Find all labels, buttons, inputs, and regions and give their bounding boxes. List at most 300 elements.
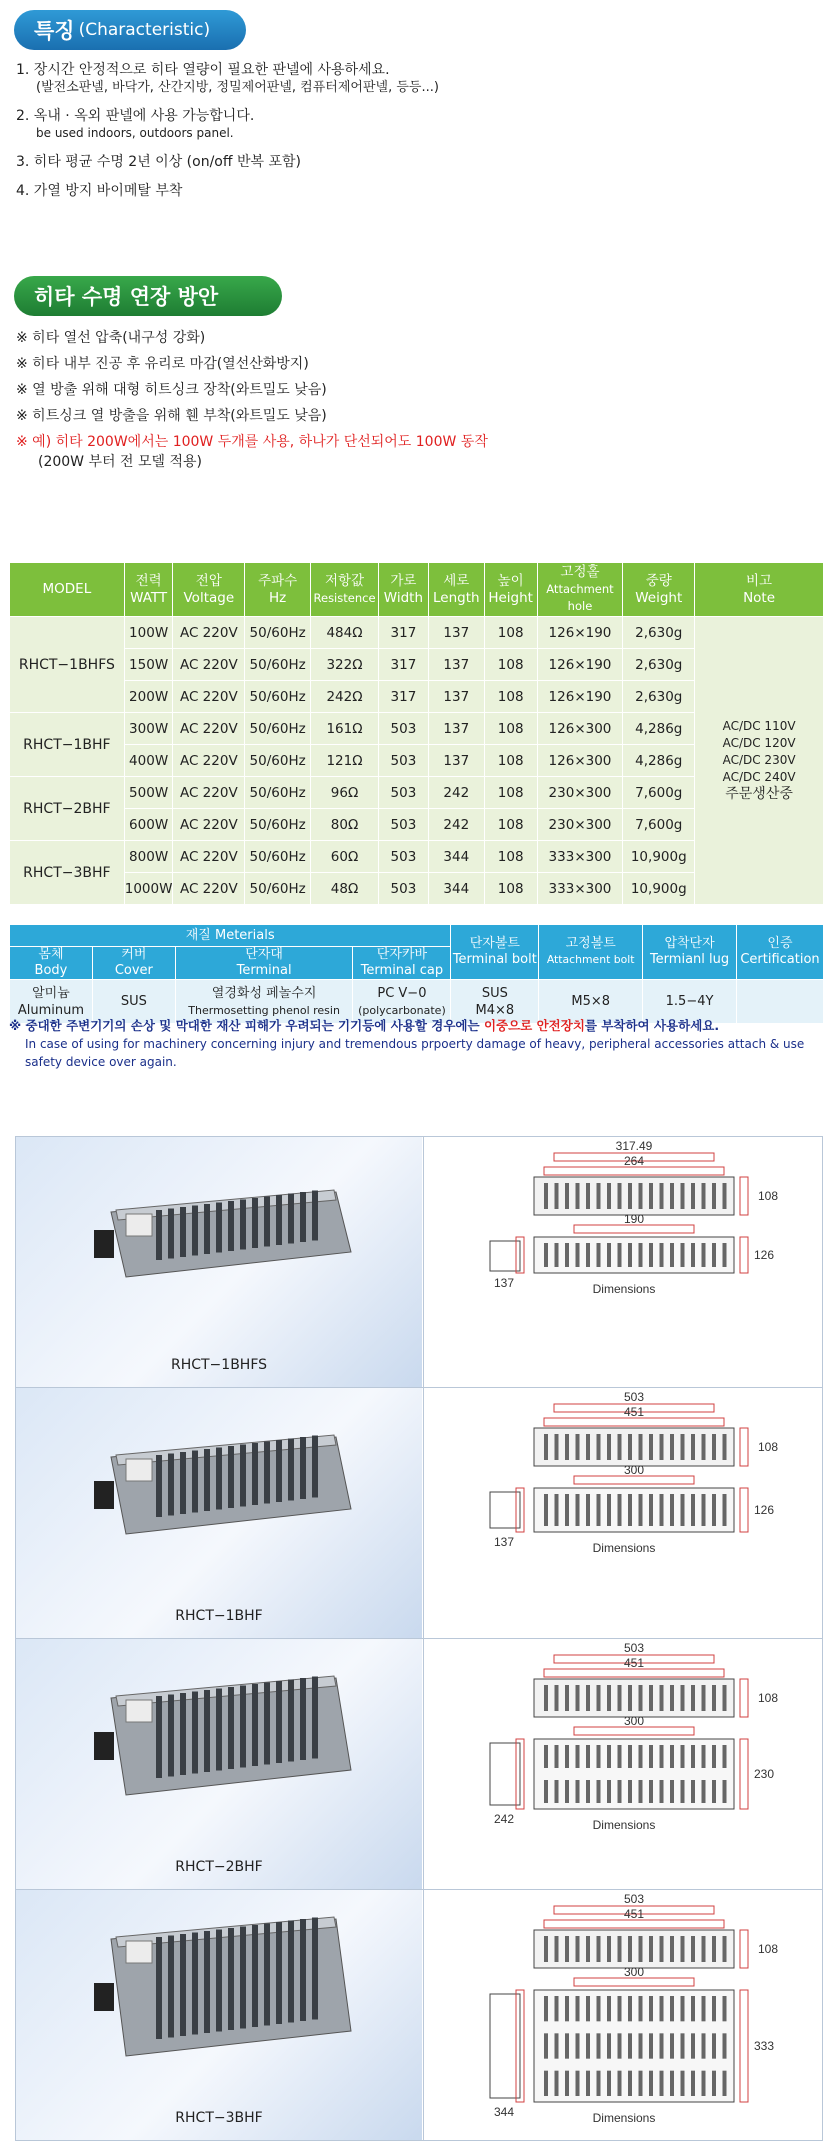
heater-vent-slot: [240, 1686, 246, 1768]
height-label: 108: [757, 1189, 779, 1203]
top-view-slot: [544, 1936, 548, 1962]
top-view-slot: [681, 1936, 685, 1962]
front-view-slot: [607, 1243, 611, 1267]
header-resistance: 저항값 Resistence: [311, 563, 379, 617]
top-view-slot: [649, 1183, 653, 1209]
height-dim: [740, 1930, 748, 1968]
front-view-slot: [639, 1780, 643, 1803]
heater-vent-slot: [216, 1448, 222, 1510]
heater-vent-slot: [228, 1446, 234, 1508]
top-view-slot: [702, 1434, 706, 1460]
heater-vent-slot: [276, 1922, 282, 2024]
life-item: ※ 히타 내부 진공 후 유리로 마감(열선산화방지): [16, 356, 309, 372]
inner-width-dim: [544, 1920, 724, 1928]
table-row: RHCT−2BHF 500W AC 220V 50/60Hz 96Ω 503 242 108 230×300 7,600g: [10, 777, 824, 809]
char-item-3: 3. 히타 평균 수명 2년 이상 (on/off 반복 포함): [16, 154, 301, 170]
heater-vent-slot: [288, 1680, 294, 1762]
front-view-slot: [586, 1780, 590, 1803]
front-view-slot: [607, 2033, 611, 2058]
front-view-slot: [555, 1243, 559, 1267]
dimensions-label: Dimensions: [592, 2111, 656, 2125]
warning-notice: [9, 1016, 824, 1071]
table-row: 1000W AC 220V 50/60Hz 48Ω 503 344 108 333×300 10,900g: [10, 873, 824, 905]
total-width-label: 503: [623, 1390, 645, 1404]
side-label: 242: [493, 1812, 515, 1826]
dimensions-label: Dimensions: [592, 1282, 656, 1296]
top-view-slot: [681, 1183, 685, 1209]
top-view-slot: [565, 1183, 569, 1209]
front-view-slot: [544, 1243, 548, 1267]
heater-vent-slot: [228, 1687, 234, 1769]
life-item: ※ 열 방출 위해 대형 히트싱크 장착(와트밀도 낮음): [16, 382, 327, 398]
top-view-slot: [723, 1183, 727, 1209]
header-certification: 인증 Certification: [736, 925, 823, 980]
front-view-slot: [607, 1494, 611, 1526]
top-view-slot: [586, 1183, 590, 1209]
heater-vent-slot: [228, 1928, 234, 2030]
front-view-slot: [597, 2071, 601, 2096]
front-view-slot: [712, 2071, 716, 2096]
depth-label: 333: [753, 2039, 775, 2053]
top-view-slot: [565, 1936, 569, 1962]
dimensions-label: Dimensions: [592, 1818, 656, 1832]
front-view-slot: [649, 1745, 653, 1768]
front-view-slot: [628, 1996, 632, 2021]
heater-vent-slot: [204, 1449, 210, 1511]
front-view-slot: [565, 1745, 569, 1768]
hole-dim: [574, 1225, 694, 1233]
dimension-drawing: [423, 1890, 822, 2140]
top-view-slot: [639, 1685, 643, 1711]
front-view-slot: [618, 1996, 622, 2021]
top-view-slot: [702, 1685, 706, 1711]
front-view-slot: [660, 2033, 664, 2058]
dimension-drawing: [423, 1137, 822, 1387]
front-view-slot: [723, 2071, 727, 2096]
top-view-slot: [691, 1685, 695, 1711]
front-view-slot: [555, 1996, 559, 2021]
top-view-slot: [670, 1936, 674, 1962]
front-view-slot: [586, 1996, 590, 2021]
front-view-slot: [702, 1243, 706, 1267]
inner-width-dim: [544, 1669, 724, 1677]
height-dim: [740, 1679, 748, 1717]
header-cover: 커버 Cover: [92, 947, 175, 980]
front-view-slot: [712, 1745, 716, 1768]
front-view-slot: [660, 1996, 664, 2021]
front-view-slot: [618, 1494, 622, 1526]
front-view-slot: [628, 1494, 632, 1526]
heater-vent-slot: [312, 1918, 318, 2020]
front-view-slot: [649, 1996, 653, 2021]
heater-vent-slot: [156, 1210, 162, 1260]
top-view-slot: [555, 1936, 559, 1962]
front-view-slot: [702, 2033, 706, 2058]
depth-dim: [740, 1488, 748, 1532]
front-view-slot: [691, 1243, 695, 1267]
heater-vent-slot: [240, 1927, 246, 2029]
top-view-slot: [555, 1434, 559, 1460]
hole-dim: [574, 1978, 694, 1986]
front-view-slot: [691, 2071, 695, 2096]
heater-vent-slot: [288, 1921, 294, 2023]
heater-vent-slot: [252, 1925, 258, 2027]
front-view-slot: [681, 1243, 685, 1267]
front-view-slot: [544, 1494, 548, 1526]
heater-vent-slot: [192, 1933, 198, 2035]
header-terminal: 단자대 Terminal: [175, 947, 353, 980]
top-view-slot: [702, 1183, 706, 1209]
char-item-2: 2. 옥내 · 옥외 판넬에 사용 가능합니다. be used indoors, outdoors panel.: [16, 108, 255, 140]
life-item: ※ 히타 열선 압축(내구성 강화): [16, 330, 206, 346]
material-table: [9, 924, 824, 1024]
front-view-slot: [691, 2033, 695, 2058]
side-label: 137: [493, 1276, 515, 1290]
top-view-slot: [649, 1685, 653, 1711]
top-view-slot: [565, 1685, 569, 1711]
heater-vent-slot: [180, 1693, 186, 1775]
front-view-slot: [649, 1494, 653, 1526]
top-view-slot: [723, 1434, 727, 1460]
top-view-slot: [691, 1434, 695, 1460]
front-view-slot: [681, 1745, 685, 1768]
top-view-slot: [628, 1936, 632, 1962]
top-view-slot: [639, 1434, 643, 1460]
model-cell: RHCT−1BHFS: [10, 617, 125, 713]
top-view-slot: [597, 1685, 601, 1711]
product-model-caption: RHCT−1BHF: [175, 1608, 263, 1624]
inner-width-label: 451: [623, 1405, 645, 1419]
note-cell: AC/DC 110V AC/DC 120V AC/DC 230V AC/DC 240V 주문생산중: [695, 617, 824, 905]
top-view-slot: [607, 1685, 611, 1711]
top-view-slot: [597, 1183, 601, 1209]
heater-terminal-block: [94, 1481, 114, 1509]
top-view-slot: [586, 1685, 590, 1711]
front-view-slot: [691, 1996, 695, 2021]
header-watt: 전력 WATT: [124, 563, 173, 617]
total-width-label: 317.49: [615, 1139, 653, 1153]
top-view-slot: [723, 1685, 727, 1711]
front-view-slot: [670, 1745, 674, 1768]
front-view-slot: [649, 1780, 653, 1803]
front-view-slot: [628, 2033, 632, 2058]
height-dim: [740, 1177, 748, 1215]
top-view-slot: [576, 1183, 580, 1209]
top-view-slot: [712, 1434, 716, 1460]
heater-vent-slot: [192, 1206, 198, 1256]
hole-label: 190: [623, 1212, 645, 1226]
front-view-slot: [660, 1780, 664, 1803]
heater-vent-slot: [264, 1683, 270, 1765]
product-photo: [16, 1639, 422, 1889]
heater-vent-slot: [180, 1934, 186, 2036]
heater-terminal-block: [94, 1732, 114, 1760]
top-view-slot: [681, 1685, 685, 1711]
top-view-slot: [691, 1936, 695, 1962]
warning-en: In case of using for machinery concerning injury and tremendous prpoerty damage of heavy, peripheral accessories attach & use safety device over again.: [25, 1037, 805, 1069]
table-row: 400W AC 220V 50/60Hz 121Ω 503 137 108 126×300 4,286g: [10, 745, 824, 777]
front-view-slot: [681, 1780, 685, 1803]
top-view-slot: [544, 1434, 548, 1460]
heater-vent-slot: [180, 1207, 186, 1257]
top-view-slot: [607, 1936, 611, 1962]
top-view-slot: [628, 1685, 632, 1711]
side-label: 137: [493, 1535, 515, 1549]
front-view-slot: [723, 1996, 727, 2021]
dimensions-label: Dimensions: [592, 1541, 656, 1555]
top-view-slot: [702, 1936, 706, 1962]
product-model-caption: RHCT−1BHFS: [170, 1357, 268, 1373]
front-view-slot: [597, 1243, 601, 1267]
front-view-slot: [660, 1243, 664, 1267]
front-view-slot: [670, 2033, 674, 2058]
front-view-slot: [639, 1996, 643, 2021]
front-view-slot: [670, 1494, 674, 1526]
heater-vent-slot: [204, 1204, 210, 1254]
table-row: 200W AC 220V 50/60Hz 242Ω 317 137 108 126×190 2,630g: [10, 681, 824, 713]
header-hz: 주파수 Hz: [245, 563, 311, 617]
header-weight: 중량 Weight: [623, 563, 695, 617]
heater-vent-slot: [312, 1677, 318, 1759]
top-view-slot: [660, 1434, 664, 1460]
front-view-slot: [597, 1494, 601, 1526]
heater-vent-slot: [252, 1684, 258, 1766]
header-hole: 고정홀 Attachment hole: [537, 563, 623, 617]
dimension-drawing: [423, 1639, 822, 1889]
front-view-slot: [649, 2071, 653, 2096]
heater-label-plate: [126, 1459, 152, 1481]
front-view-slot: [639, 2033, 643, 2058]
top-view-slot: [670, 1685, 674, 1711]
front-view-slot: [702, 2071, 706, 2096]
front-view-slot: [723, 1745, 727, 1768]
inner-width-dim: [544, 1167, 724, 1175]
top-view-slot: [670, 1183, 674, 1209]
product-model-caption: RHCT−3BHF: [175, 2110, 263, 2126]
front-view-slot: [681, 2071, 685, 2096]
top-view-slot: [618, 1183, 622, 1209]
inner-width-label: 451: [623, 1907, 645, 1921]
header-terminal-cap: 단자카바 Terminal cap: [353, 947, 451, 980]
heater-vent-slot: [276, 1195, 282, 1245]
top-view-slot: [660, 1183, 664, 1209]
top-view-slot: [555, 1685, 559, 1711]
heater-vent-slot: [216, 1203, 222, 1253]
top-view-slot: [565, 1434, 569, 1460]
front-view-slot: [618, 1745, 622, 1768]
drawing-row: [15, 1889, 823, 2141]
front-view-slot: [555, 1745, 559, 1768]
heater-vent-slot: [252, 1198, 258, 1248]
product-model-caption: RHCT−2BHF: [175, 1859, 263, 1875]
spec-header-row: [10, 563, 824, 617]
model-cell: RHCT−3BHF: [10, 841, 125, 905]
model-cell: RHCT−2BHF: [10, 777, 125, 841]
heater-vent-slot: [312, 1191, 318, 1241]
top-view-slot: [586, 1434, 590, 1460]
front-view-slot: [576, 1494, 580, 1526]
front-view-slot: [702, 1494, 706, 1526]
heater-vent-slot: [204, 1690, 210, 1772]
life-item: ※ 히트싱크 열 방출을 위해 휀 부착(와트밀도 낮음): [16, 408, 327, 424]
front-view-slot: [681, 1996, 685, 2021]
total-width-label: 503: [623, 1892, 645, 1906]
height-label: 108: [757, 1691, 779, 1705]
front-view-slot: [607, 1780, 611, 1803]
front-view-slot: [555, 1494, 559, 1526]
hole-label: 300: [623, 1463, 645, 1477]
front-view-slot: [628, 2071, 632, 2096]
spec-table: [9, 562, 824, 905]
heater-vent-slot: [192, 1692, 198, 1774]
warning-ko: ※ 중대한 주변기기의 손상 및 막대한 재산 피해가 우려되는 기기등에 사용할 경우에는 이중으로 안전장치를 부착하여 사용하세요.: [9, 1018, 720, 1033]
top-view-slot: [639, 1183, 643, 1209]
depth-label: 230: [753, 1767, 775, 1781]
front-view-slot: [544, 1996, 548, 2021]
front-view-slot: [712, 1243, 716, 1267]
front-view-slot: [628, 1745, 632, 1768]
drawing-row: [15, 1136, 823, 1388]
front-view-slot: [628, 1780, 632, 1803]
front-view-slot: [607, 1996, 611, 2021]
front-view-slot: [723, 2033, 727, 2058]
table-row: RHCT−1BHF 300W AC 220V 50/60Hz 161Ω 503 137 108 126×300 4,286g: [10, 713, 824, 745]
height-dim: [740, 1428, 748, 1466]
top-view-slot: [597, 1936, 601, 1962]
heater-vent-slot: [288, 1194, 294, 1244]
side-label: 344: [493, 2105, 515, 2119]
front-view-slot: [691, 1494, 695, 1526]
front-view-slot: [576, 2071, 580, 2096]
heater-terminal-block: [94, 1983, 114, 2011]
front-view-slot: [691, 1780, 695, 1803]
heater-vent-slot: [168, 1936, 174, 2038]
front-view-slot: [555, 2033, 559, 2058]
heater-vent-slot: [240, 1200, 246, 1250]
front-view-slot: [618, 2071, 622, 2096]
front-view-slot: [576, 2033, 580, 2058]
heater-vent-slot: [300, 1437, 306, 1499]
heater-terminal-block: [94, 1230, 114, 1258]
front-view-slot: [723, 1494, 727, 1526]
front-view-slot: [670, 2071, 674, 2096]
depth-label: 126: [753, 1248, 775, 1262]
top-view-slot: [597, 1434, 601, 1460]
inner-width-label: 264: [623, 1154, 645, 1168]
product-photo: [16, 1890, 422, 2140]
heater-label-plate: [126, 1941, 152, 1963]
top-view-slot: [586, 1936, 590, 1962]
heater-vent-slot: [276, 1440, 282, 1502]
front-view-slot: [565, 2071, 569, 2096]
front-view-slot: [712, 2033, 716, 2058]
front-view-slot: [723, 1780, 727, 1803]
hole-label: 300: [623, 1714, 645, 1728]
header-voltage: 전압 Voltage: [173, 563, 245, 617]
heater-vent-slot: [204, 1931, 210, 2033]
front-view-slot: [702, 1996, 706, 2021]
top-view-slot: [576, 1685, 580, 1711]
top-view-slot: [649, 1936, 653, 1962]
front-view-slot: [565, 1996, 569, 2021]
front-view-slot: [723, 1243, 727, 1267]
front-view-slot: [660, 1494, 664, 1526]
front-view-slot: [660, 2071, 664, 2096]
front-view-slot: [555, 1780, 559, 1803]
depth-dim: [740, 1990, 748, 2102]
characteristic-list: [16, 62, 776, 212]
inner-width-dim: [544, 1418, 724, 1426]
top-view-slot: [544, 1685, 548, 1711]
heater-vent-slot: [300, 1192, 306, 1242]
header-note: 비고 Note: [695, 563, 824, 617]
top-view-slot: [618, 1685, 622, 1711]
top-view-slot: [723, 1936, 727, 1962]
product-drawings: [15, 1136, 823, 2141]
heater-vent-slot: [240, 1445, 246, 1507]
top-view-slot: [670, 1434, 674, 1460]
table-row: RHCT−3BHF 800W AC 220V 50/60Hz 60Ω 503 344 108 333×300 10,900g: [10, 841, 824, 873]
heater-vent-slot: [168, 1209, 174, 1259]
heater-vent-slot: [276, 1681, 282, 1763]
front-view-slot: [670, 1780, 674, 1803]
heater-vent-slot: [264, 1924, 270, 2026]
height-label: 108: [757, 1440, 779, 1454]
front-view-slot: [544, 1745, 548, 1768]
top-view-slot: [544, 1183, 548, 1209]
front-view-slot: [712, 1494, 716, 1526]
top-view-slot: [618, 1434, 622, 1460]
header-terminal-lug: 압착단자 Termianl lug: [643, 925, 737, 980]
top-view-slot: [712, 1936, 716, 1962]
front-view-slot: [702, 1745, 706, 1768]
header-model: MODEL: [10, 563, 125, 617]
header-width: 가로 Width: [378, 563, 428, 617]
front-view-slot: [670, 1243, 674, 1267]
hole-dim: [574, 1727, 694, 1735]
front-view-slot: [576, 1780, 580, 1803]
top-view-slot: [618, 1936, 622, 1962]
drawing-row: [15, 1638, 823, 1890]
front-view-slot: [586, 2071, 590, 2096]
front-view-slot: [639, 1494, 643, 1526]
front-view-slot: [586, 1745, 590, 1768]
front-view-slot: [565, 1780, 569, 1803]
heater-vent-slot: [228, 1201, 234, 1251]
heater-vent-slot: [180, 1452, 186, 1514]
table-row: RHCT−1BHFS 100W AC 220V 50/60Hz 484Ω 317 137 108 126×190 2,630g AC/DC 110V AC/DC 120V AC/DC 230V AC/DC 240V 주문생산중: [10, 617, 824, 649]
top-view-slot: [576, 1434, 580, 1460]
heater-vent-slot: [216, 1930, 222, 2032]
front-view-slot: [565, 1243, 569, 1267]
heater-vent-slot: [216, 1689, 222, 1771]
top-view-slot: [555, 1183, 559, 1209]
hole-dim: [574, 1476, 694, 1484]
char-item-1: 1. 장시간 안정적으로 히타 열량이 필요한 판넬에 사용하세요. (발전소판넬, 바닥가, 산간지방, 정밀제어판넬, 컴퓨터제어판넬, 등등...): [16, 62, 439, 95]
top-view-slot: [576, 1936, 580, 1962]
front-view-slot: [618, 2033, 622, 2058]
top-view-slot: [649, 1434, 653, 1460]
front-view-slot: [565, 1494, 569, 1526]
heater-vent-slot: [312, 1436, 318, 1498]
front-view-slot: [544, 1780, 548, 1803]
top-view-slot: [639, 1936, 643, 1962]
front-view-slot: [702, 1780, 706, 1803]
depth-label: 126: [753, 1503, 775, 1517]
front-view-slot: [681, 2033, 685, 2058]
front-view-slot: [597, 1996, 601, 2021]
product-photo: [16, 1388, 422, 1638]
